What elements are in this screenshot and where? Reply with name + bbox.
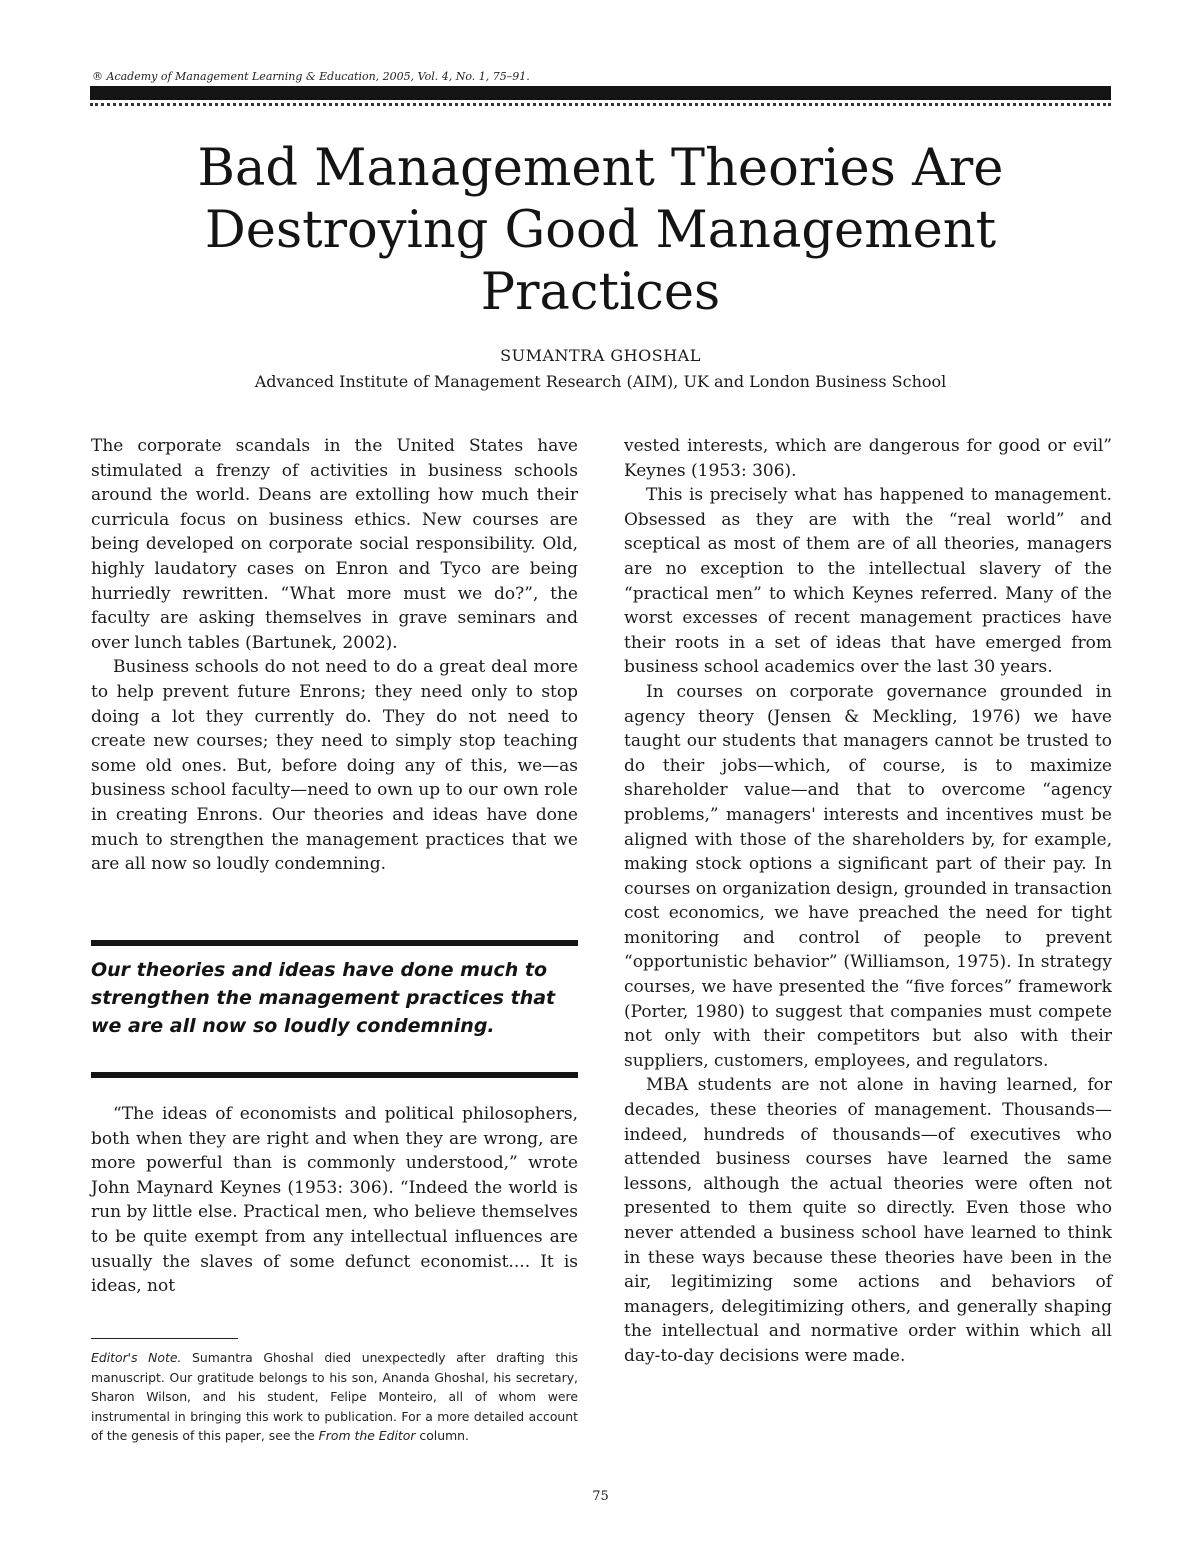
title-line: Practices bbox=[480, 263, 721, 322]
pull-quote-bottom-rule bbox=[91, 1072, 578, 1078]
editors-note bbox=[91, 1348, 578, 1446]
footnote-rule bbox=[91, 1338, 238, 1339]
author-name: SUMANTRA GHOSHAL bbox=[500, 346, 701, 365]
journal-citation: ® Academy of Management Learning & Education, 2005, Vol. 4, No. 1, 75–91. bbox=[92, 70, 530, 83]
header-bar bbox=[90, 86, 1111, 100]
pull-quote bbox=[91, 940, 578, 1076]
footnote-label: Editor's Note. bbox=[91, 1350, 182, 1365]
title-line: Bad Management Theories Are bbox=[197, 139, 1004, 198]
article-title bbox=[90, 138, 1111, 324]
dotted-divider bbox=[90, 103, 1111, 106]
body-paragraph: “The ideas of economists and political philosophers, both when they are right and when they are wrong, are more powerful than is commonly understood,” wrote John Maynard Keynes (1953: 306). “Indeed the world is run by little else. Practical men, who believe themselves to be quite exempt from any intellectual influences are usually the slaves of some defunct economist.... It is ideas, not bbox=[91, 1104, 578, 1297]
left-column-continued bbox=[91, 1102, 578, 1299]
left-column bbox=[91, 434, 578, 877]
body-paragraph: Business schools do not need to do a great deal more to help prevent future Enrons; they need only to stop doing a lot they currently do. They do not need to create new courses; they need to simply stop teaching some old ones. But, before doing any of this, we—as business school faculty—need to own up to our own role in creating Enrons. Our theories and ideas have done much to strengthen the management practices that we are all now so loudly condemning. bbox=[91, 657, 578, 875]
right-column bbox=[624, 434, 1112, 1369]
author-affiliation: Advanced Institute of Management Research (AIM), UK and London Business School bbox=[254, 372, 947, 391]
title-line: Destroying Good Management bbox=[204, 201, 997, 260]
footnote-column-ref: From the Editor bbox=[318, 1428, 416, 1444]
footnote-suffix: column. bbox=[415, 1428, 469, 1444]
body-paragraph: The corporate scandals in the United States have stimulated a frenzy of activities in business schools around the world. Deans are extolling how much their curricula focus on business ethics. New courses are being developed on corporate social responsibility. Old, highly laudatory cases on Enron and Tyco are being hurriedly rewritten. “What more must we do?”, the faculty are asking themselves in grave seminars and over lunch tables (Bartunek, 2002). bbox=[91, 436, 578, 653]
body-paragraph: vested interests, which are dangerous for good or evil” Keynes (1953: 306). bbox=[624, 436, 1112, 481]
pull-quote-text: Our theories and ideas have done much to strengthen the management practices that we are all now so loudly condemning. bbox=[91, 959, 556, 1037]
body-paragraph: In courses on corporate governance grounded in agency theory (Jensen & Meckling, 1976) we have taught our students that managers cannot be trusted to do their jobs—which, of course, is to maximize shareholder value—and that to overcome “agency problems,” managers' interests and incentives must be aligned with those of the shareholders by, for example, making stock options a significant part of their pay. In courses on organization design, grounded in transaction cost economics, we have preached the need for tight monitoring and control of people to prevent “opportunistic behavior” (Williamson, 1975). In strategy courses, we have presented the “five forces” framework (Porter, 1980) to suggest that companies must compete not only with their competitors but also with their suppliers, customers, employees, and regulators. bbox=[624, 681, 1112, 1071]
body-paragraph: This is precisely what has happened to management. Obsessed as they are with the “real world” and sceptical as most of them are of all theories, managers are no exception to the intellectual slavery of the “practical men” to which Keynes referred. Many of the worst excesses of recent management practices have their roots in a set of ideas that have emerged from business school academics over the last 30 years. bbox=[624, 485, 1112, 678]
page-number: 75 bbox=[592, 1489, 609, 1504]
pull-quote-top-rule bbox=[91, 940, 578, 946]
body-paragraph: MBA students are not alone in having learned, for decades, these theories of management. Thousands—indeed, hundreds of thousands—of executives who attended business courses have learned the same lessons, although the actual theories were often not presented to them quite so directly. Even those who never attended a business school have learned to think in these ways because these theories have been in the air, legitimizing some actions and behaviors of managers, delegitimizing others, and generally shaping the intellectual and normative order within which all day-to-day decisions were made. bbox=[624, 1075, 1112, 1366]
footnote-text: Sumantra Ghoshal died unexpectedly after drafting this manuscript. Our gratitude belongs to his son, Ananda Ghoshal, his secretary, Sharon Wilson, and his student, Felipe Monteiro, all of whom were instrumental in bringing this work to publication. For a more detailed account of the genesis of this paper, see the bbox=[91, 1350, 579, 1444]
